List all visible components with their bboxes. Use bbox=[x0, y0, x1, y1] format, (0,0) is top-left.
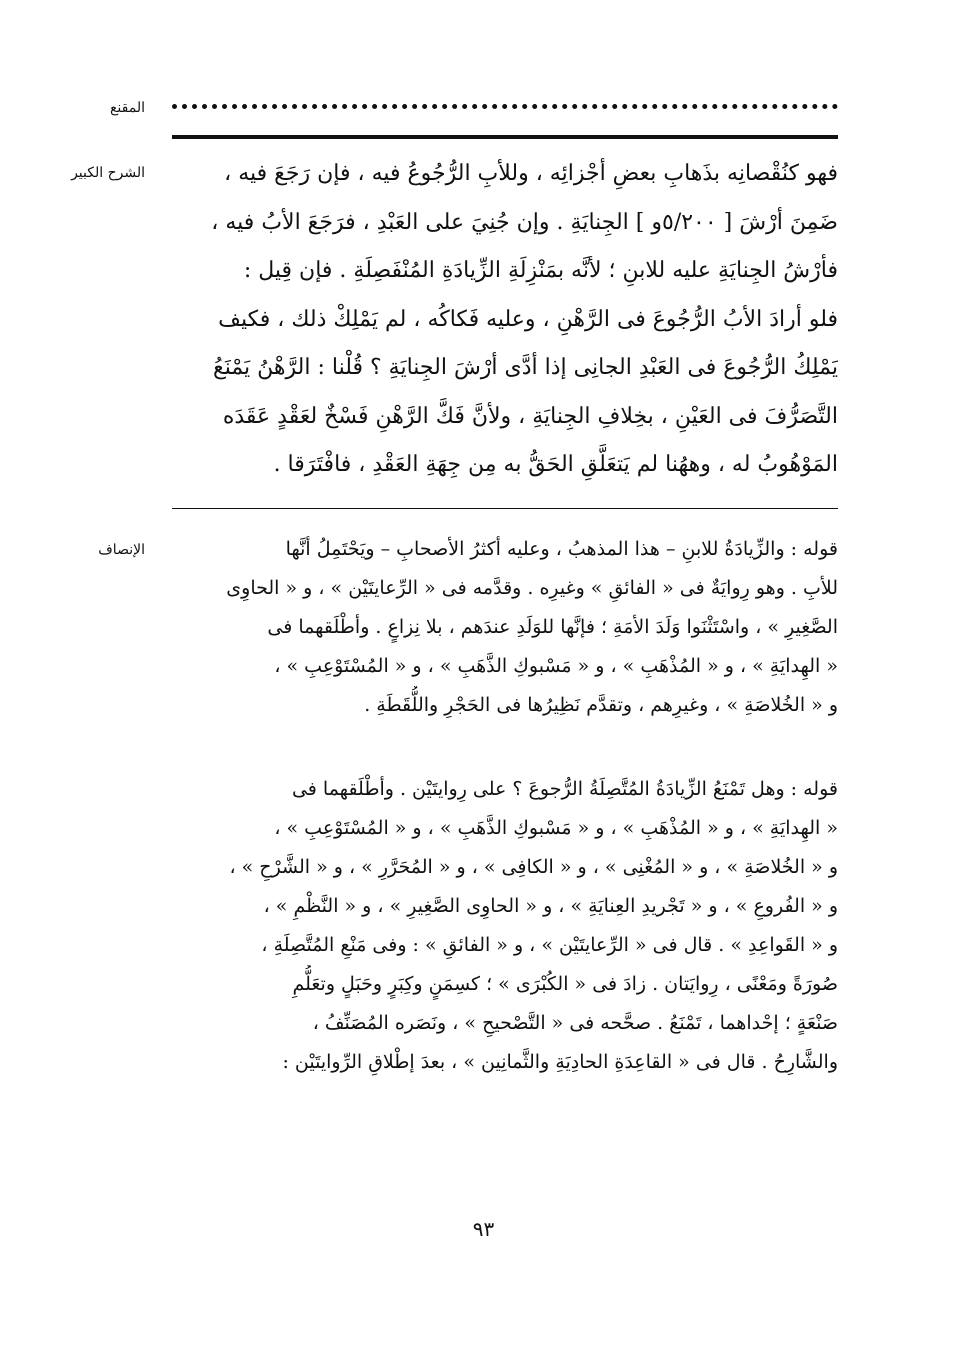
header-title: المقنع bbox=[109, 100, 145, 116]
insaf-paragraph-1 bbox=[172, 530, 838, 725]
margin-label-sharh: الشرح الكبير bbox=[71, 165, 145, 181]
insaf-line: قوله : وهل تَمْنَعُ الزِّيادَةُ المُتَّصِلَةُ الرُّجوعَ ؟ على رِوايتَيْن . وأطْلَقهما فى bbox=[291, 778, 838, 800]
sharh-line: فلو أرادَ الأبُ الرُّجُوعَ فى الرَّهْنِ ، وعليه فَكاكُه ، لم يَمْلِكْ ذلك ، فكيف bbox=[218, 306, 838, 332]
insaf-line: و « الفُروعِ » ، و « تَجْريدِ العِنايَةِ » ، و « الحاوِى الصَّغِيرِ » ، و « النَّظْمِ » ، bbox=[263, 895, 838, 917]
sharh-line: فهو كنُقْصانِه بذَهابِ بعضِ أجْزائِه ، وللأبِ الرُّجُوعُ فيه ، فإن رَجَعَ فيه ، bbox=[224, 161, 838, 186]
page-number: ٩٣ bbox=[472, 1217, 495, 1241]
section-divider bbox=[172, 508, 838, 509]
insaf-line: للأبِ . وهو رِوايَةٌ فى « الفائقِ » وغيرِه . وقدَّمه فى « الرِّعايتَيْن » ، و « الحاوِى bbox=[226, 577, 838, 599]
insaf-line: و « الخُلاصَةِ » ، وغيرِهم ، وتقدَّم نَظِيرُها فى الحَجْرِ واللُّقَطَةِ . bbox=[364, 694, 838, 716]
sharh-line: يَمْلِكُ الرُّجُوعَ فى العَبْدِ الجانِى إذا أدَّى أرْشَ الجِنايَةِ ؟ قُلْنا : الرَّهْنُ يَمْنَعُ bbox=[212, 355, 838, 380]
insaf-paragraph-2 bbox=[172, 770, 838, 1082]
insaf-line: و « القَواعِدِ » . قال فى « الرِّعايتَيْن » ، و « الفائقِ » : وفى مَنْعِ المُتَّصِلَةِ ، bbox=[261, 934, 838, 956]
insaf-line: والشَّارِحُ . قال فى « القاعِدَةِ الحادِيَةِ والثَّمانِين » ، بعدَ إطْلاقِ الرِّوايتَيْن : bbox=[282, 1051, 838, 1073]
insaf-line: الصَّغِيرِ » ، واسْتَثْنَوا وَلَدَ الأمَةِ ؛ فإنَّها للوَلَدِ عندَهم ، بلا نِزاعٍ . وأطْلَقهما فى bbox=[267, 616, 838, 638]
insaf-line: « الهِدايَةِ » ، و « المُذْهَبِ » ، و « مَسْبوكِ الذَّهَبِ » ، و « المُسْتَوْعِبِ » ، bbox=[274, 817, 838, 839]
insaf-line: و « الخُلاصَةِ » ، و « المُغْنِى » ، و « الكافِى » ، و « المُحَرَّرِ » ، و « الشَّرْحِ » ، bbox=[229, 856, 838, 878]
margin-label-insaf: الإنصاف bbox=[98, 542, 145, 558]
running-header bbox=[172, 94, 838, 122]
header-dotted-rule bbox=[172, 104, 838, 109]
sharh-line: التَّصَرُّفَ فى العَيْنِ ، بخِلافِ الجِنايَةِ ، ولأنَّ فَكَّ الرَّهْنِ فَسْخٌ لعَقْدٍ عَقَدَه bbox=[222, 403, 838, 429]
sharh-line: فأرْشُ الجِنايَةِ عليه للابنِ ؛ لأنَّه بمَنْزِلَةِ الزِّيادَةِ المُنْفَصِلَةِ . فإن قِيل : bbox=[243, 258, 838, 283]
insaf-line: قوله : والزِّيادَةُ للابنِ – هذا المذهبُ ، وعليه أكثرُ الأصحابِ – ويَحْتَمِلُ أنَّها bbox=[285, 538, 838, 560]
insaf-line: صُورَةً ومَعْنًى ، رِوايَتان . زادَ فى « الكُبْرَى » ؛ كسِمَنٍ وكِبَرٍ وحَبَلٍ وتعَلُّمِ bbox=[292, 973, 838, 995]
sharh-line: المَوْهُوبُ له ، وههُنا لم يَتعَلَّقِ الحَقُّ به مِن جِهَةِ العَقْدِ ، فافْتَرَقا . bbox=[273, 452, 838, 477]
sharh-text-block bbox=[172, 150, 838, 490]
sharh-line: ضَمِنَ أرْشَ [ ٥/٢٠٠و ] الجِنايَةِ . وإن جُنِيَ على العَبْدِ ، فرَجَعَ الأبُ فيه ، bbox=[211, 209, 838, 235]
insaf-line: « الهِدايَةِ » ، و « المُذْهَبِ » ، و « مَسْبوكِ الذَّهَبِ » ، و « المُسْتَوْعِبِ » ، bbox=[274, 655, 838, 677]
header-rule bbox=[172, 135, 838, 139]
insaf-line: صَنْعَةٍ ؛ إحْداهما ، تَمْنَعُ . صحَّحه فى « التَّصْحيحِ » ، ونَصَره المُصَنِّفُ ، bbox=[312, 1012, 838, 1034]
